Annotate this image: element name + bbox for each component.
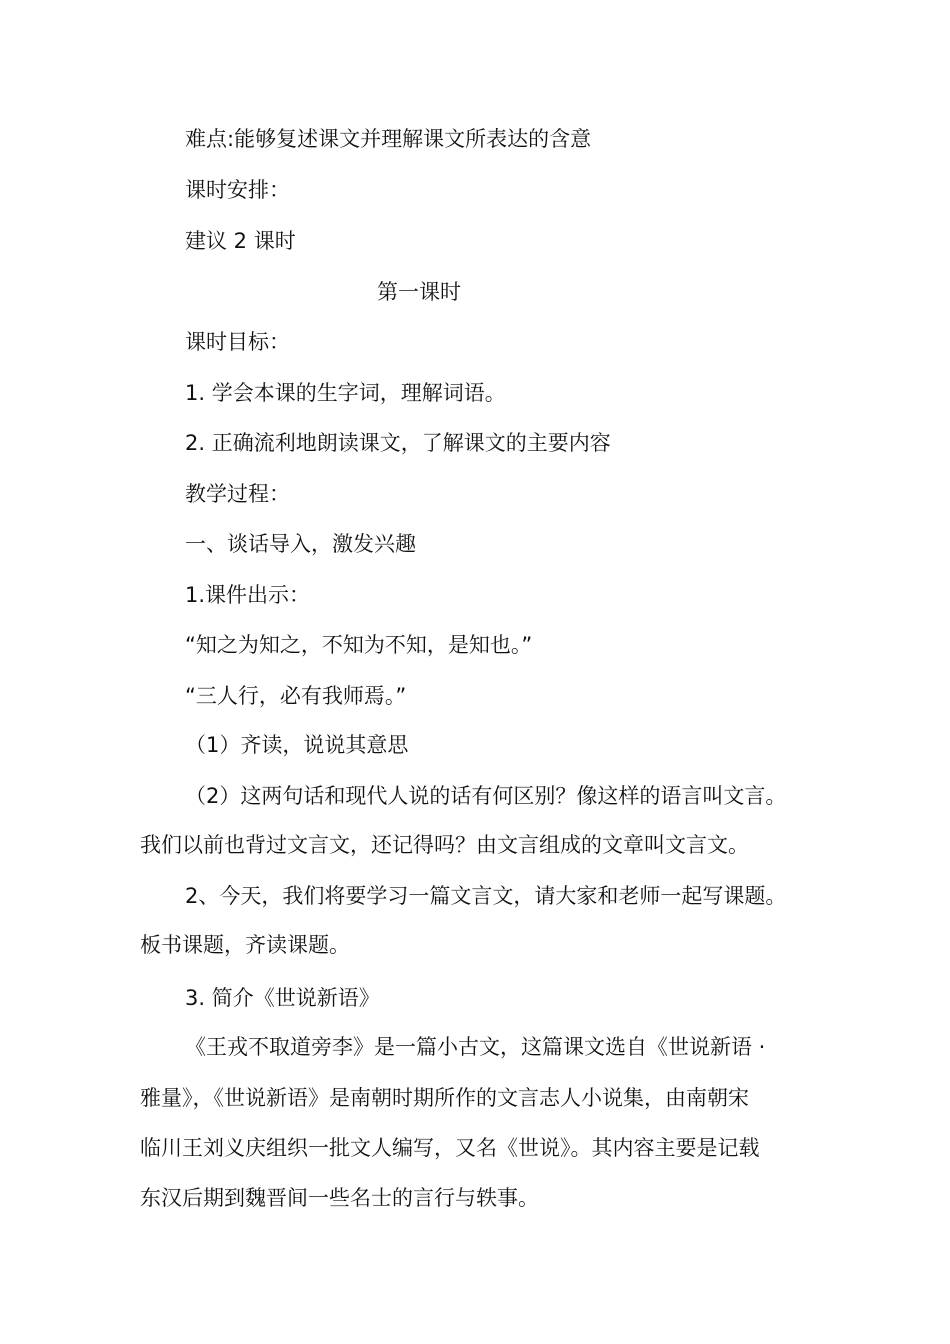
objectives-label: 课时目标： (185, 330, 290, 354)
intro-title: 3. 简介《世说新语》 (185, 986, 380, 1010)
difficulty-line: 难点:能够复述课文并理解课文所表达的含意 (185, 127, 592, 151)
paragraph-line: 《王戎不取道旁李》是一篇小古文，这篇课文选自《世说新语 · (185, 1035, 766, 1059)
paragraph-line: （2）这两句话和现代人说的话有何区别？像这样的语言叫文言。 (185, 784, 787, 808)
objective-item: 1. 学会本课的生字词，理解词语。 (185, 381, 506, 405)
quote-line: “知之为知之，不知为不知，是知也。” (185, 633, 533, 657)
objective-item: 2. 正确流利地朗读课文，了解课文的主要内容 (185, 431, 611, 455)
paragraph-line: 我们以前也背过文言文，还记得吗？由文言组成的文章叫文言文。 (140, 833, 749, 857)
paragraph-line: 板书课题，齐读课题。 (140, 933, 350, 957)
paragraph-line: 临川王刘义庆组织一批文人编写，又名《世说》。其内容主要是记载 (140, 1136, 760, 1160)
schedule-value: 建议 2 课时 (185, 229, 296, 253)
section-title: 一、谈话导入，激发兴趣 (185, 532, 416, 556)
sub-item: （1）齐读，说说其意思 (185, 733, 409, 757)
paragraph-line: 雅量》，《世说新语》是南朝时期所作的文言志人小说集，由南朝宋 (140, 1086, 749, 1110)
courseware-label: 1.课件出示： (185, 583, 311, 607)
schedule-label: 课时安排： (185, 178, 290, 202)
lesson-heading: 第一课时 (377, 280, 461, 304)
paragraph-line: 2、今天，我们将要学习一篇文言文，请大家和老师一起写课题。 (185, 884, 787, 908)
paragraph-line: 东汉后期到魏晋间一些名士的言行与轶事。 (140, 1186, 539, 1210)
process-label: 教学过程： (185, 482, 290, 506)
quote-line: “三人行，必有我师焉。” (185, 684, 407, 708)
